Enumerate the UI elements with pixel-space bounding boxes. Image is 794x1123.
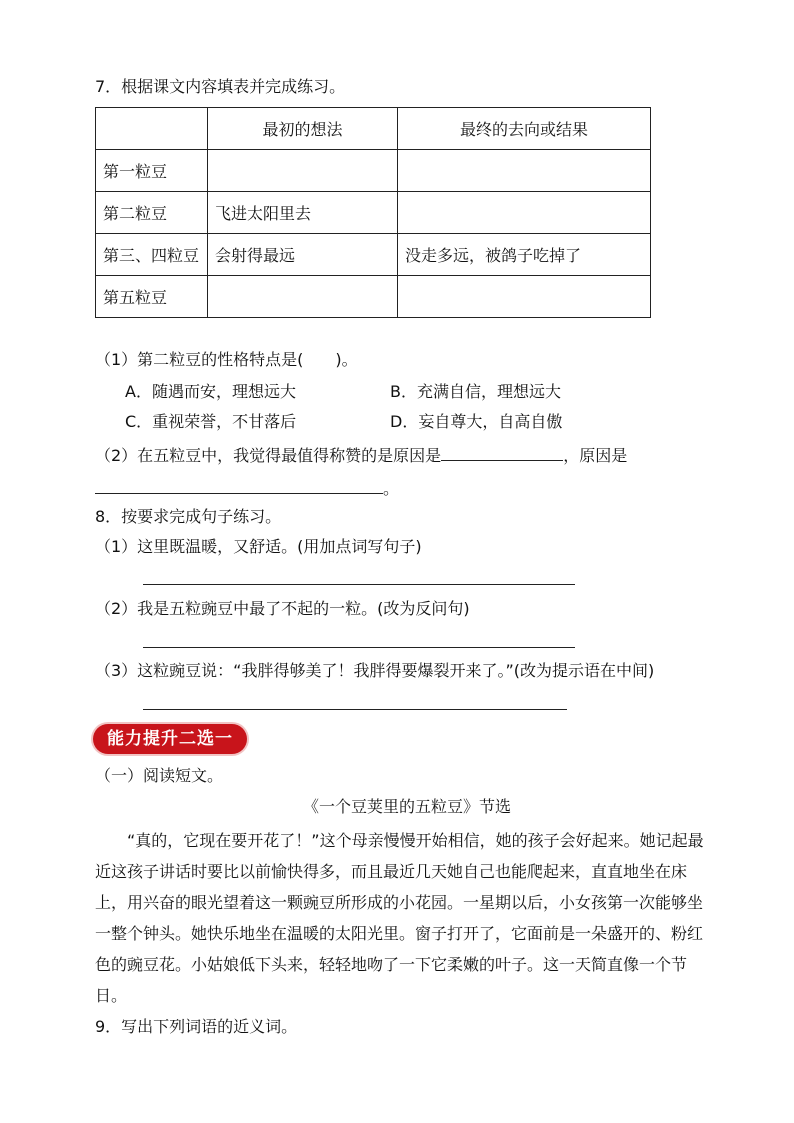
table-header-cell [96,108,208,150]
table-row [96,150,651,192]
q7-title: 7．根据课文内容填表并完成练习。 [95,77,346,96]
table-cell[interactable] [398,192,651,234]
reading-paragraph: “真的，它现在要开花了！”这个母亲慢慢开始相信，她的孩子会好起来。她记起最近这孩子讲话时要比以前愉快得多，而且最近几天她自己也能爬起来，直直地坐在床上，用兴奋的眼光望着这一颗豌豆所形成的小花园。一星期以后，小女孩第一次能够坐一整个钟头。她快乐地坐在温暖的太阳光里。窗子打开了，它面前是一朵盛开的、粉红色的豌豆花。小姑娘低下头来，轻轻地吻了一下它柔嫩的叶子。这一天简直像一个节日。 [95,831,704,1005]
q7-table [95,107,651,318]
q8-s3: （3）这粒豌豆说：“我胖得够美了！我胖得要爆裂开来了。”(改为提示语在中间) [95,661,655,680]
table-cell[interactable] [208,150,398,192]
answer-line[interactable] [143,709,567,710]
answer-line[interactable] [143,584,575,585]
table-cell: 飞进太阳里去 [208,192,398,234]
q7-sub2-line2 [95,477,399,499]
q7-sub1: （1）第二粒豆的性格特点是( )。 [95,350,358,369]
q8-title: 8．按要求完成句子练习。 [95,507,282,526]
option-b[interactable]: B．充满自信，理想远大 [390,382,561,401]
table-cell: 第二粒豆 [96,192,208,234]
q7-sub2-end: 。 [383,479,400,498]
q7-sub2 [95,444,627,466]
table-cell: 第五粒豆 [96,276,208,318]
table-row [96,276,651,318]
q8-s2: （2）我是五粒豌豆中最了不起的一粒。(改为反问句) [95,599,470,618]
q7-sub2-mid: ，原因是 [563,446,628,465]
table-cell[interactable] [208,276,398,318]
table-cell[interactable] [398,150,651,192]
q7-sub2-prefix: （2）在五粒豆中，我觉得最值得称赞的是原因是 [95,446,442,465]
reading-title: 《一个豆荚里的五粒豆》节选 [302,797,511,816]
q8-s1: （1）这里既温暖，又舒适。(用加点词写句子) [95,537,422,556]
option-c[interactable]: C．重视荣誉，不甘落后 [125,412,297,431]
table-row [96,234,651,276]
option-a[interactable]: A．随遇而安，理想远大 [125,382,296,401]
q9-title: 9．写出下列词语的近义词。 [95,1017,298,1036]
reading-intro: （一）阅读短文。 [95,766,224,785]
table-cell: 没走多远，被鸽子吃掉了 [398,234,651,276]
table-header-cell: 最终的去向或结果 [398,108,651,150]
option-d[interactable]: D．妄自尊大，自高自傲 [390,412,563,431]
answer-line[interactable] [143,647,575,648]
section-badge: 能力提升二选一 [93,724,247,754]
answer-blank[interactable] [441,444,563,461]
table-cell: 第三、四粒豆 [96,234,208,276]
table-header-cell: 最初的想法 [208,108,398,150]
answer-blank[interactable] [95,477,383,494]
table-cell[interactable] [398,276,651,318]
table-header-row [96,108,651,150]
table-cell: 会射得最远 [208,234,398,276]
table-cell: 第一粒豆 [96,150,208,192]
table-row [96,192,651,234]
